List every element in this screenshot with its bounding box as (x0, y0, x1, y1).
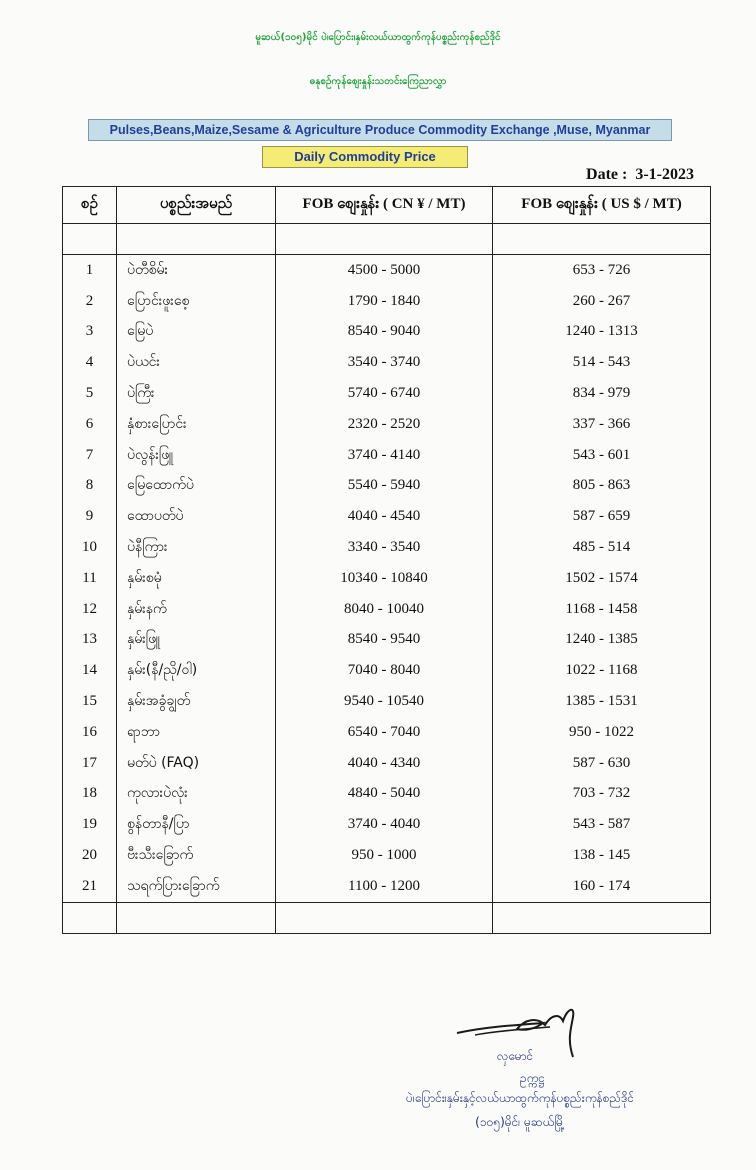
table-row (63, 563, 711, 594)
price-usd: 1022 - 1168 (493, 655, 711, 686)
price-usd: 160 - 174 (493, 871, 711, 902)
row-number: 5 (63, 378, 117, 409)
row-number: 13 (63, 625, 117, 656)
price-usd: 805 - 863 (493, 471, 711, 502)
table-row (63, 286, 711, 317)
table-row (63, 748, 711, 779)
row-number: 12 (63, 594, 117, 625)
row-number: 21 (63, 871, 117, 902)
commodity-name: ပြောင်းဖူးစေ့ (117, 286, 276, 317)
commodity-name: နှမ်း(နီ/ညို/ဝါ) (117, 655, 276, 686)
commodity-name: ပဲနီကြား (117, 532, 276, 563)
price-usd: 1240 - 1313 (493, 317, 711, 348)
row-number: 4 (63, 347, 117, 378)
row-number: 10 (63, 532, 117, 563)
table-row (63, 501, 711, 532)
commodity-name: ရာဘာ (117, 717, 276, 748)
row-number: 20 (63, 840, 117, 871)
table-row (63, 317, 711, 348)
blank-row (63, 224, 711, 255)
signatory-role: ဥက္ကဋ္ဌ (520, 1071, 545, 1085)
table-row (63, 779, 711, 810)
table-row (63, 809, 711, 840)
row-number: 3 (63, 317, 117, 348)
price-cny: 9540 - 10540 (276, 686, 493, 717)
table-row (63, 717, 711, 748)
table-header-row (63, 187, 711, 224)
price-cny: 4500 - 5000 (276, 255, 493, 286)
price-cny: 3740 - 4140 (276, 440, 493, 471)
price-cny: 8040 - 10040 (276, 594, 493, 625)
price-cny: 3340 - 3540 (276, 532, 493, 563)
commodity-name: နှမ်းဖြူ (117, 625, 276, 656)
commodity-name: ပဲယင်း (117, 347, 276, 378)
date-value: 3-1-2023 (635, 166, 694, 183)
price-cny: 950 - 1000 (276, 840, 493, 871)
commodity-name: သရက်ပြားခြောက် (117, 871, 276, 902)
header-us-price: FOB စျေးနှုန်း ( US $ / MT) (493, 187, 711, 224)
price-usd: 1240 - 1385 (493, 625, 711, 656)
table-row (63, 871, 711, 902)
price-usd: 138 - 145 (493, 840, 711, 871)
signatory-name: လှမောင် (497, 1049, 534, 1063)
commodity-name: ထောပတ်ပဲ (117, 501, 276, 532)
exchange-banner: Pulses,Beans,Maize,Sesame & Agriculture Produce Commodity Exchange ,Muse, Myanmar (88, 119, 672, 141)
table-row (63, 532, 711, 563)
price-cny: 6540 - 7040 (276, 717, 493, 748)
price-usd: 337 - 366 (493, 409, 711, 440)
row-number: 15 (63, 686, 117, 717)
header-cn-price: FOB စျေးနှုန်း ( CN ¥ / MT) (276, 187, 493, 224)
table-row (63, 255, 711, 286)
row-number: 18 (63, 779, 117, 810)
document-title: မူဆယ်(၁၀၅)မိုင် ပဲ၊ပြောင်း၊နှမ်းလယ်ယာထွက်ကုန်ပစ္စည်းကုန်စည်ဒိုင် (255, 32, 501, 43)
price-usd: 260 - 267 (493, 286, 711, 317)
price-cny: 7040 - 8040 (276, 655, 493, 686)
date-line (586, 166, 694, 184)
row-number: 17 (63, 748, 117, 779)
commodity-name: မြေထောက်ပဲ (117, 471, 276, 502)
table-row (63, 840, 711, 871)
commodity-name: နှံစားပြောင်း (117, 409, 276, 440)
row-number: 7 (63, 440, 117, 471)
price-usd: 1502 - 1574 (493, 563, 711, 594)
signatory-place: (၁၀၅)မိုင်၊ မူဆယ်မြို့ (475, 1115, 565, 1129)
table-row (63, 409, 711, 440)
table-row (63, 378, 711, 409)
table-row (63, 347, 711, 378)
commodity-name: မတ်ပဲ (FAQ) (117, 748, 276, 779)
date-label: Date : (586, 166, 628, 183)
commodity-name: ပဲကြီး (117, 378, 276, 409)
price-cny: 5540 - 5940 (276, 471, 493, 502)
price-cny: 1100 - 1200 (276, 871, 493, 902)
commodity-name: ပဲတီစိမ်း (117, 255, 276, 286)
price-usd: 1168 - 1458 (493, 594, 711, 625)
price-cny: 4040 - 4340 (276, 748, 493, 779)
price-table (62, 186, 711, 934)
commodity-name: စွန်တာနီ/ပြာ (117, 809, 276, 840)
daily-price-label: Daily Commodity Price (262, 146, 468, 168)
price-usd: 653 - 726 (493, 255, 711, 286)
commodity-name: ကုလားပဲလုံး (117, 779, 276, 810)
document-subtitle: ဓနုစဉ်ကုန်စျေးနှုန်းသတင်းကြေညာလွှာ (309, 76, 447, 87)
price-cny: 2320 - 2520 (276, 409, 493, 440)
header-name: ပစ္စည်းအမည် (117, 187, 276, 224)
commodity-name: နှမ်းနက် (117, 594, 276, 625)
row-number: 11 (63, 563, 117, 594)
row-number: 19 (63, 809, 117, 840)
price-usd: 703 - 732 (493, 779, 711, 810)
price-usd: 587 - 630 (493, 748, 711, 779)
price-usd: 543 - 587 (493, 809, 711, 840)
price-usd: 543 - 601 (493, 440, 711, 471)
row-number: 14 (63, 655, 117, 686)
price-cny: 3540 - 3740 (276, 347, 493, 378)
blank-row (63, 902, 711, 933)
commodity-name: ဗီးသီးခြောက် (117, 840, 276, 871)
commodity-name: နှမ်းအခွံချွတ် (117, 686, 276, 717)
price-cny: 4040 - 4540 (276, 501, 493, 532)
table-row (63, 440, 711, 471)
price-cny: 4840 - 5040 (276, 779, 493, 810)
row-number: 8 (63, 471, 117, 502)
price-cny: 1790 - 1840 (276, 286, 493, 317)
price-usd: 834 - 979 (493, 378, 711, 409)
table-row (63, 594, 711, 625)
signatory-organization: ပဲ၊ပြောင်း၊နှမ်းနှင့်လယ်ယာထွက်ကုန်ပစ္စည်းကုန်စည်ဒိုင် (405, 1091, 635, 1105)
price-usd: 514 - 543 (493, 347, 711, 378)
row-number: 2 (63, 286, 117, 317)
row-number: 6 (63, 409, 117, 440)
table-row (63, 471, 711, 502)
commodity-name: မြေပဲ (117, 317, 276, 348)
commodity-name: နှမ်းစမုံ (117, 563, 276, 594)
price-usd: 950 - 1022 (493, 717, 711, 748)
price-cny: 5740 - 6740 (276, 378, 493, 409)
row-number: 16 (63, 717, 117, 748)
price-cny: 10340 - 10840 (276, 563, 493, 594)
row-number: 9 (63, 501, 117, 532)
price-cny: 8540 - 9540 (276, 625, 493, 656)
commodity-name: ပဲလွန်းဖြူ (117, 440, 276, 471)
header-no: စဉ် (63, 187, 117, 224)
price-cny: 3740 - 4040 (276, 809, 493, 840)
price-usd: 1385 - 1531 (493, 686, 711, 717)
price-cny: 8540 - 9040 (276, 317, 493, 348)
price-usd: 485 - 514 (493, 532, 711, 563)
table-row (63, 686, 711, 717)
row-number: 1 (63, 255, 117, 286)
table-row (63, 625, 711, 656)
table-row (63, 655, 711, 686)
price-usd: 587 - 659 (493, 501, 711, 532)
